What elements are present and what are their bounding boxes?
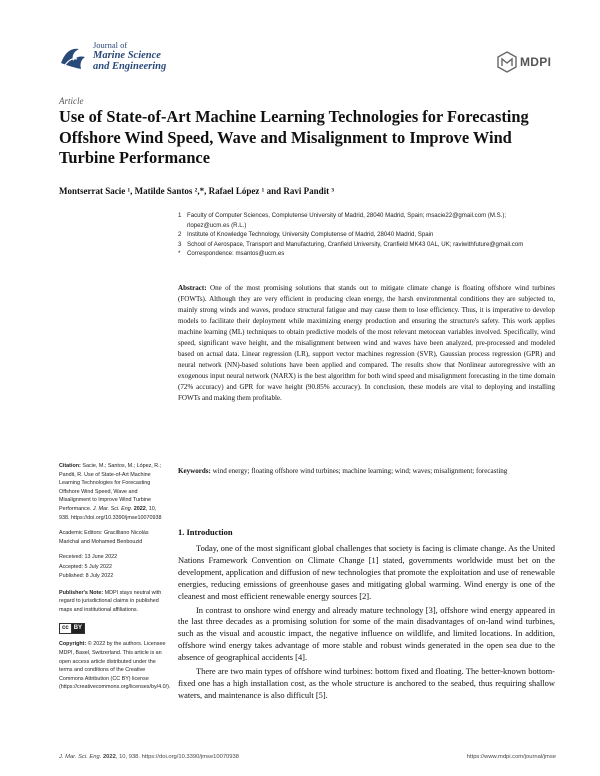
cc-by-license-icon[interactable] xyxy=(59,623,85,634)
paragraph: There are two main types of offshore wind turbines: bottom fixed and floating. The better-known bottom-fixed one has a high installation cost, as the whole structure is anchored to the seabed, thus requiring shallow waters, and maintenance is also difficult [5]. xyxy=(178,666,555,700)
received-date: Received: 13 June 2022 xyxy=(59,554,118,561)
affiliation-item xyxy=(178,211,548,230)
article-type: Article xyxy=(59,96,84,106)
affiliation-text: Institute of Knowledge Technology, University Complutense of Madrid, 28040 Madrid, Spain xyxy=(187,231,434,238)
footer-citation xyxy=(59,754,239,760)
correspondence-text: Correspondence: msantos@ucm.es xyxy=(187,250,285,257)
cc-badge-left: cc xyxy=(60,624,72,633)
citation-block xyxy=(59,462,167,522)
affiliations xyxy=(178,211,548,259)
published-date: Published: 8 July 2022 xyxy=(59,573,114,580)
accepted-date: Accepted: 5 July 2022 xyxy=(59,563,113,570)
keywords-text: wind energy; floating offshore wind turbines; machine learning; wind; waves; misalignment; forecasting xyxy=(212,467,508,475)
footer-year: 2022 xyxy=(102,754,116,760)
footer-journal-url[interactable]: https://www.mdpi.com/journal/jmse xyxy=(466,754,556,760)
citation-year: 2022 xyxy=(133,505,146,512)
citation-doi[interactable]: , 10, 938. https://doi.org/10.3390/jmse10070938 xyxy=(59,505,162,521)
footer-journal: J. Mar. Sci. Eng. xyxy=(59,754,102,760)
keywords-label: Keywords: xyxy=(178,467,211,475)
affiliation-item xyxy=(178,240,548,250)
academic-editors: Academic Editors: Gracilliano Nicolás Marichal and Mohamed Benbouzid xyxy=(59,530,149,545)
mdpi-hexagon-icon xyxy=(497,51,517,73)
affiliation-number: * xyxy=(178,250,181,257)
citation-label: Citation: xyxy=(59,463,81,469)
paper-title: Use of State-of-Art Machine Learning Technologies for Forecasting Offshore Wind Speed, Wave and Misalignment to Improve Wind Turbine Performance xyxy=(59,107,529,167)
sidebar xyxy=(59,462,171,699)
affiliation-text: Faculty of Computer Sciences, Complutense University of Madrid, 28040 Madrid, Spain; msacie22@gmail.com (M.S.); rlopez@ucm.es (R.L.) xyxy=(187,212,507,229)
paragraph: In contrast to onshore wind energy and already mature technology [3], offshore wind energy appeared in the last three decades as a promising solution for some of the main disadvantages of on-land wind turbines, such as the visual and acoustic impact, the negative influence on wildlife, and limited locations. In addition, offshore wind energy takes advantage of more stable and robust winds generated in the open sea due to the absence of geographical accidents [4]. xyxy=(178,604,555,663)
affiliation-item xyxy=(178,249,548,259)
publisher-name: MDPI xyxy=(520,55,552,69)
journal-line-3: and Engineering xyxy=(93,61,167,72)
wave-icon xyxy=(59,41,89,73)
author-list: Montserrat Sacie ¹, Matilde Santos ²,*, Rafael López ¹ and Ravi Pandit ³ xyxy=(59,186,335,196)
journal-logo xyxy=(59,41,166,73)
affiliation-number: 1 xyxy=(178,212,182,219)
footer-doi[interactable]: , 10, 938. https://doi.org/10.3390/jmse10070938 xyxy=(115,754,239,760)
cc-badge-right: BY xyxy=(73,625,83,632)
keywords xyxy=(178,466,555,477)
affiliation-number: 2 xyxy=(178,231,182,238)
paragraph: Today, one of the most significant global challenges that society is facing is climate change. As the United Nations Framework Convention on Climate Change [1] stated, governments worldwide must bet on the development, application and diffusion of new technologies that promote the exploitation and use of renewable energies, reducing emissions of greenhouse gases and mitigating global warming. Wind energy is one of the cleanest and most efficient renewable energy sources [2]. xyxy=(178,543,555,601)
citation-journal: J. Mar. Sci. Eng. xyxy=(92,505,133,512)
article-dates xyxy=(59,553,167,581)
copyright-block xyxy=(59,640,171,692)
abstract xyxy=(178,283,555,404)
publisher-note xyxy=(59,589,167,615)
publisher-note-text: MDPI stays neutral with regard to jurisdictional claims in published maps and institutional affiliations. xyxy=(59,589,162,613)
introduction-body xyxy=(178,543,555,704)
journal-line-1: Journal of xyxy=(93,40,128,50)
copyright-text: © 2022 by the authors. Licensee MDPI, Basel, Switzerland. This article is an open access article distributed under the terms and conditions of the Creative Commons Attribution (CC BY) license (https://creativecommons.org/licenses/by/4.0/). xyxy=(59,641,171,691)
affiliation-text: School of Aerospace, Transport and Manufacturing, Cranfield University, Cranfield MK43 0AL, UK; raviwithfuture@gmail.com xyxy=(187,240,524,248)
journal-line-2: Marine Science xyxy=(93,50,161,61)
abstract-label: Abstract: xyxy=(178,284,207,292)
affiliation-number: 3 xyxy=(178,240,182,248)
section-heading-introduction: 1. Introduction xyxy=(178,527,233,537)
copyright-label: Copyright: xyxy=(59,641,87,648)
abstract-text: One of the most promising solutions that stands out to mitigate climate change is floating offshore wind turbines (FOWTs). Although they are very efficient in producing clean energy, the harsh environmental conditions they are subjected to, mainly strong winds and waves, produce structural fatigue and may cause them to lose efficiency. Thus, it is imperative to develop models to facilitate their deployment while maximizing energy production and ensuring the structure's safety. This work applies machine learning (ML) techniques to obtain predictive models of the most relevant metocean variables involved. Specifically, wind speed, significant wave height, and the misalignment between wind and waves have been analyzed, pre-processed and modeled based on actual data. Linear regression (LR), support vector machines regression (SVR), Gaussian process regression (GPR) and neural network (NN)-based solutions have been applied and compared. The results show that Nonlinear autoregressive with an exogenous input neural network (NARX) is the best algorithm for both wind speed and misalignment forecasting in the time domain (72% accuracy) and GPR for wave height (90.85% accuracy). In conclusion, these models are vital to deploying and installing FOWTs and making them profitable. xyxy=(178,284,555,402)
publisher-note-label: Publisher's Note: xyxy=(59,589,104,596)
citation-text: Sacie, M.; Santos, M.; López, R.; Pandit, R. Use of State-of-Art Machine Learning Technologies for Forecasting Offshore Wind Speed, Wave and Misalignment to Improve Wind Turbine Performance. xyxy=(59,463,162,512)
journal-name xyxy=(93,41,166,72)
affiliation-item xyxy=(178,230,548,240)
mdpi-logo xyxy=(497,51,551,73)
page-footer xyxy=(59,754,556,760)
